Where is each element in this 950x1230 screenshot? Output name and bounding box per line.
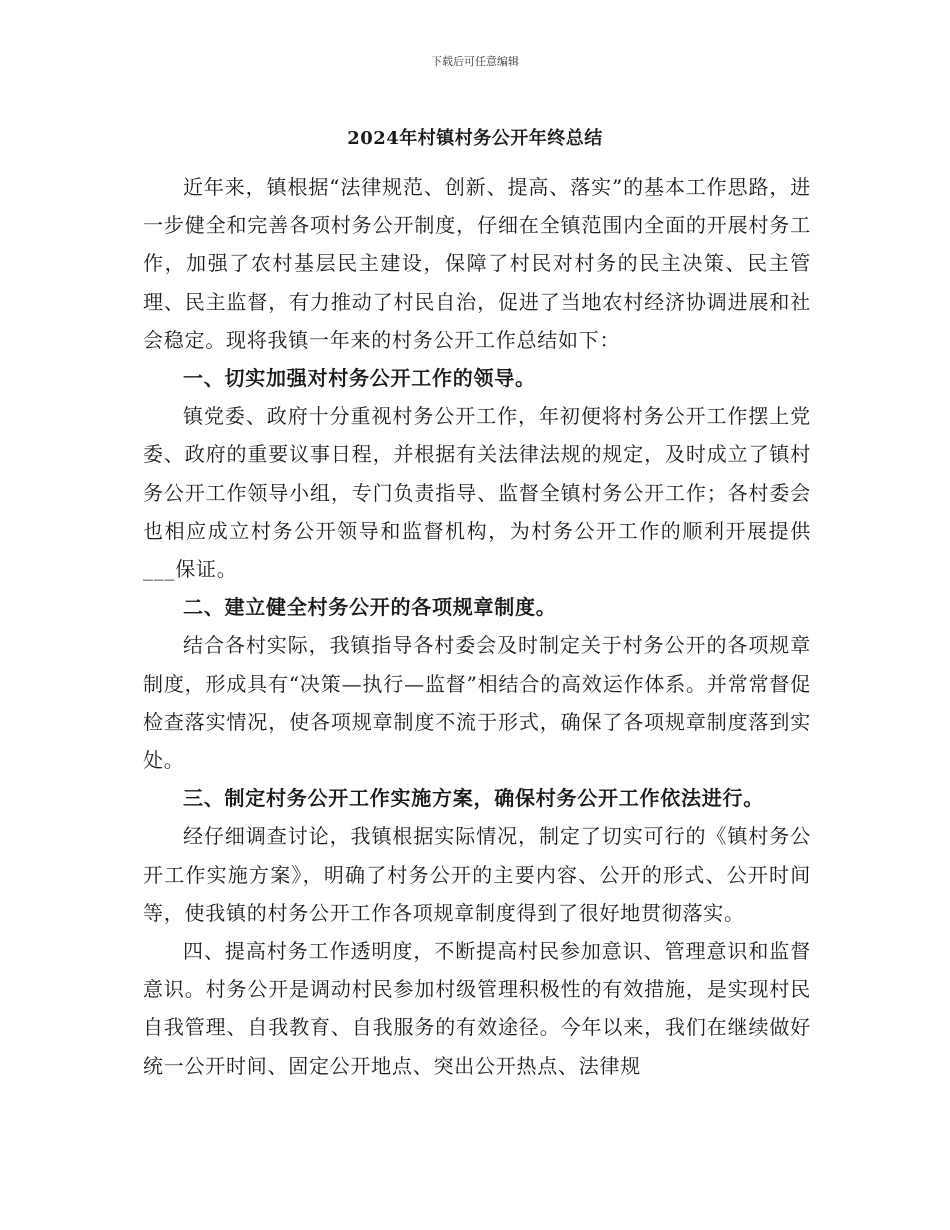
section-3-paragraph: 经仔细调查讨论，我镇根据实际情况，制定了切实可行的《镇村务公开工作实施方案》，明确了村务公开的主要内容、公开的形式、公开时间等，使我镇的村务公开工作各项规章制度得到了很好地贯彻落实。 [143,824,811,925]
section-3-heading: 三、制定村务公开工作实施方案，确保村务公开工作依法进行。 [183,786,764,811]
section-1-paragraph: 镇党委、政府十分重视村务公开工作，年初便将村务公开工作摆上党委、政府的重要议事日程，并根据有关法律法规的规定，及时成立了镇村务公开工作领导小组，专门负责指导、监督全镇村务公开工作；各村委会也相应成立村务公开领导和监督机构，为村务公开工作的顺利开展提供___保证。 [143,404,811,582]
document-title: 2024年村镇村务公开年终总结 [347,128,603,149]
header-note: 下载后可任意编辑 [431,55,519,68]
document-body [143,168,811,1085]
section-2-paragraph: 结合各村实际，我镇指导各村委会及时制定关于村务公开的各项规章制度，形成具有“决策—执行—监督”相结合的高效运作体系。并常常督促检查落实情况，使各项规章制度不流于形式，确保了各项规章制度落到实处。 [143,633,811,773]
intro-paragraph: 近年来，镇根据“法律规范、创新、提高、落实”的基本工作思路，进一步健全和完善各项村务公开制度，仔细在全镇范围内全面的开展村务工作，加强了农村基层民主建设，保障了村民对村务的民主决策、民主管理、民主监督，有力推动了村民自治，促进了当地农村经济协调进展和社会稳定。现将我镇一年来的村务公开工作总结如下： [143,175,811,352]
section-1-heading: 一、切实加强对村务公开工作的领导。 [183,366,536,391]
section-4-paragraph: 四、提高村务工作透明度，不断提高村民参加意识、管理意识和监督意识。村务公开是调动村民参加村级管理积极性的有效措施，是实现村民自我管理、自我教育、自我服务的有效途径。今年以来，我们在继续做好统一公开时间、固定公开地点、突出公开热点、法律规 [143,939,811,1078]
section-2-heading: 二、建立健全村务公开的各项规章制度。 [183,595,557,620]
